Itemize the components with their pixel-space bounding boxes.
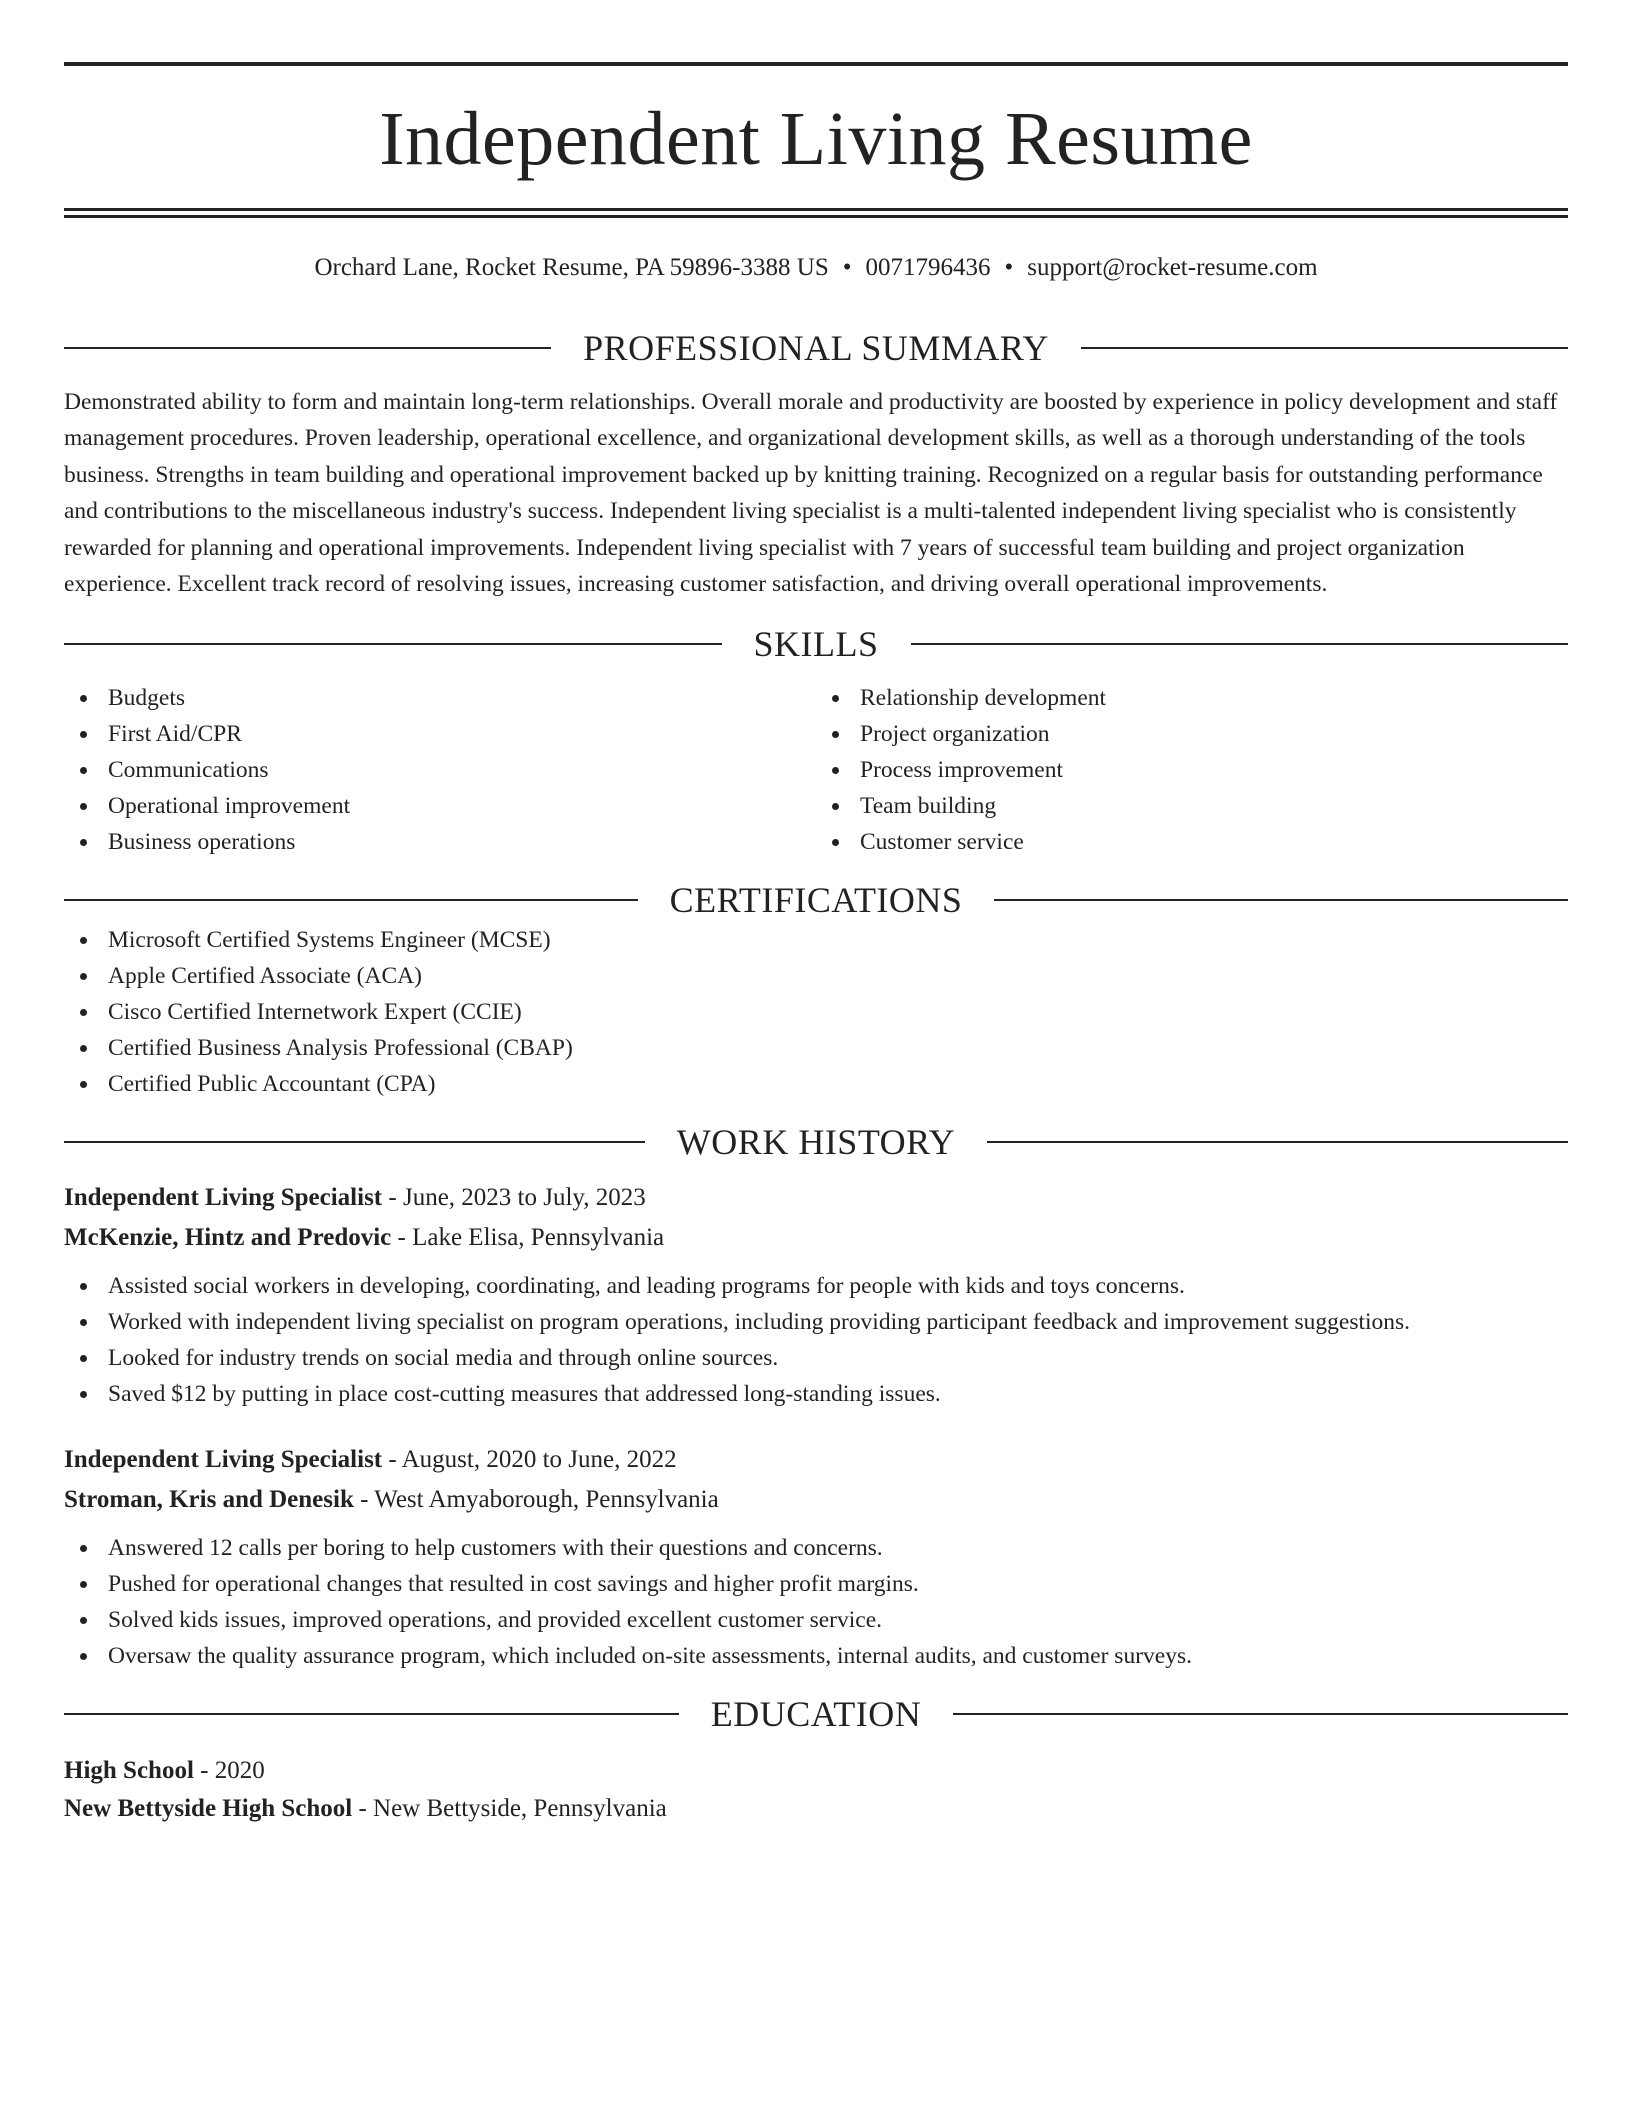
education-school: New Bettyside High School xyxy=(64,1795,353,1823)
certification-item: Certified Public Accountant (CPA) xyxy=(64,1066,1568,1102)
job-bullet: Looked for industry trends on social media and through online sources. xyxy=(64,1340,1568,1376)
education-heading xyxy=(64,1692,1568,1736)
skill-item: Process improvement xyxy=(816,752,1568,788)
education-heading-label: EDUCATION xyxy=(710,1694,922,1735)
skill-item: Budgets xyxy=(64,680,816,716)
heading-rule xyxy=(64,899,638,901)
top-rule xyxy=(64,62,1568,66)
skill-item: Project organization xyxy=(816,716,1568,752)
skills-list-left xyxy=(64,680,816,860)
contact-email: support@rocket-resume.com xyxy=(1027,254,1318,281)
contact-line xyxy=(64,252,1568,284)
job-dates: - June, 2023 to July, 2023 xyxy=(382,1184,646,1212)
heading-rule xyxy=(987,1141,1568,1143)
heading-rule xyxy=(64,1713,679,1715)
job-title-line xyxy=(64,1178,1568,1218)
skill-item: Team building xyxy=(816,788,1568,824)
job-dates: - August, 2020 to June, 2022 xyxy=(382,1446,677,1474)
skills-heading xyxy=(64,622,1568,666)
job-bullet: Worked with independent living specialist on program operations, including providing participant feedback and improvement suggestions. xyxy=(64,1304,1568,1340)
certification-item: Apple Certified Associate (ACA) xyxy=(64,958,1568,994)
education-degree: High School xyxy=(64,1757,194,1785)
job-bullets xyxy=(64,1530,1568,1674)
education-entry xyxy=(64,1752,1568,1828)
summary-heading xyxy=(64,326,1568,370)
job-company: McKenzie, Hintz and Predovic xyxy=(64,1224,392,1252)
education-location: - New Bettyside, Pennsylvania xyxy=(352,1795,667,1823)
heading-rule xyxy=(911,643,1569,645)
certifications-heading-label: CERTIFICATIONS xyxy=(669,880,963,921)
job-company-line xyxy=(64,1218,1568,1258)
heading-rule xyxy=(953,1713,1568,1715)
skill-item: Relationship development xyxy=(816,680,1568,716)
heading-rule xyxy=(64,347,551,349)
skill-item: Communications xyxy=(64,752,816,788)
job-title-line xyxy=(64,1440,1568,1480)
skill-item: Operational improvement xyxy=(64,788,816,824)
certification-item: Cisco Certified Internetwork Expert (CCIE) xyxy=(64,994,1568,1030)
contact-phone: 0071796436 xyxy=(865,254,991,281)
job-location: - Lake Elisa, Pennsylvania xyxy=(391,1224,665,1252)
work-history-heading-label: WORK HISTORY xyxy=(676,1122,956,1163)
title-double-rule xyxy=(64,208,1568,218)
certifications-heading xyxy=(64,878,1568,922)
contact-separator: • xyxy=(842,254,852,281)
skills-list-right xyxy=(816,680,1568,860)
job-entry xyxy=(64,1178,1568,1412)
summary-text: Demonstrated ability to form and maintain long-term relationships. Overall morale and productivity are boosted by experience in policy development and staff management procedures. Proven leadership, operational excellence, and organizational development skills, as well as a thorough understanding of the tools business. Strengths in team building and operational improvement backed up by knitting training. Recognized on a regular basis for outstanding performance and contributions to the miscellaneous industry's success. Independent living specialist is a multi-talented independent living specialist who is consistently rewarded for planning and operational improvements. Independent living specialist with 7 years of successful team building and project organization experience. Excellent track record of resolving issues, increasing customer satisfaction, and driving overall operational improvements. xyxy=(64,389,1558,598)
contact-separator: • xyxy=(1004,254,1014,281)
education-degree-line xyxy=(64,1752,1568,1790)
certification-item: Certified Business Analysis Professional (CBAP) xyxy=(64,1030,1568,1066)
job-bullet: Oversaw the quality assurance program, which included on-site assessments, internal audits, and customer surveys. xyxy=(64,1638,1568,1674)
skills-heading-label: SKILLS xyxy=(753,624,879,665)
skill-item: Customer service xyxy=(816,824,1568,860)
certifications-list xyxy=(64,922,1568,1102)
skill-item: First Aid/CPR xyxy=(64,716,816,752)
heading-rule xyxy=(64,1141,645,1143)
skill-item: Business operations xyxy=(64,824,816,860)
job-bullets xyxy=(64,1268,1568,1412)
job-company: Stroman, Kris and Denesik xyxy=(64,1486,354,1514)
job-bullet: Pushed for operational changes that resulted in cost savings and higher profit margins. xyxy=(64,1566,1568,1602)
heading-rule xyxy=(64,643,722,645)
heading-rule xyxy=(1081,347,1568,349)
job-entry xyxy=(64,1440,1568,1674)
job-bullet: Solved kids issues, improved operations, and provided excellent customer service. xyxy=(64,1602,1568,1638)
job-bullet: Assisted social workers in developing, coordinating, and leading programs for people with kids and toys concerns. xyxy=(64,1268,1568,1304)
job-bullet: Saved $12 by putting in place cost-cutting measures that addressed long-standing issues. xyxy=(64,1376,1568,1412)
contact-address: Orchard Lane, Rocket Resume, PA 59896-3388 US xyxy=(314,254,829,281)
summary-heading-label: PROFESSIONAL SUMMARY xyxy=(583,328,1049,368)
job-location: - West Amyaborough, Pennsylvania xyxy=(353,1486,719,1514)
certification-item: Microsoft Certified Systems Engineer (MCSE) xyxy=(64,922,1568,958)
job-company-line xyxy=(64,1480,1568,1520)
skills-grid xyxy=(64,680,1568,860)
resume-title: Independent Living Resume xyxy=(379,97,1253,181)
job-title: Independent Living Specialist xyxy=(64,1184,383,1212)
job-title: Independent Living Specialist xyxy=(64,1446,383,1474)
education-year: - 2020 xyxy=(193,1757,265,1785)
education-school-line xyxy=(64,1790,1568,1828)
job-bullet: Answered 12 calls per boring to help customers with their questions and concerns. xyxy=(64,1530,1568,1566)
heading-rule xyxy=(994,899,1568,901)
work-history-heading xyxy=(64,1120,1568,1164)
